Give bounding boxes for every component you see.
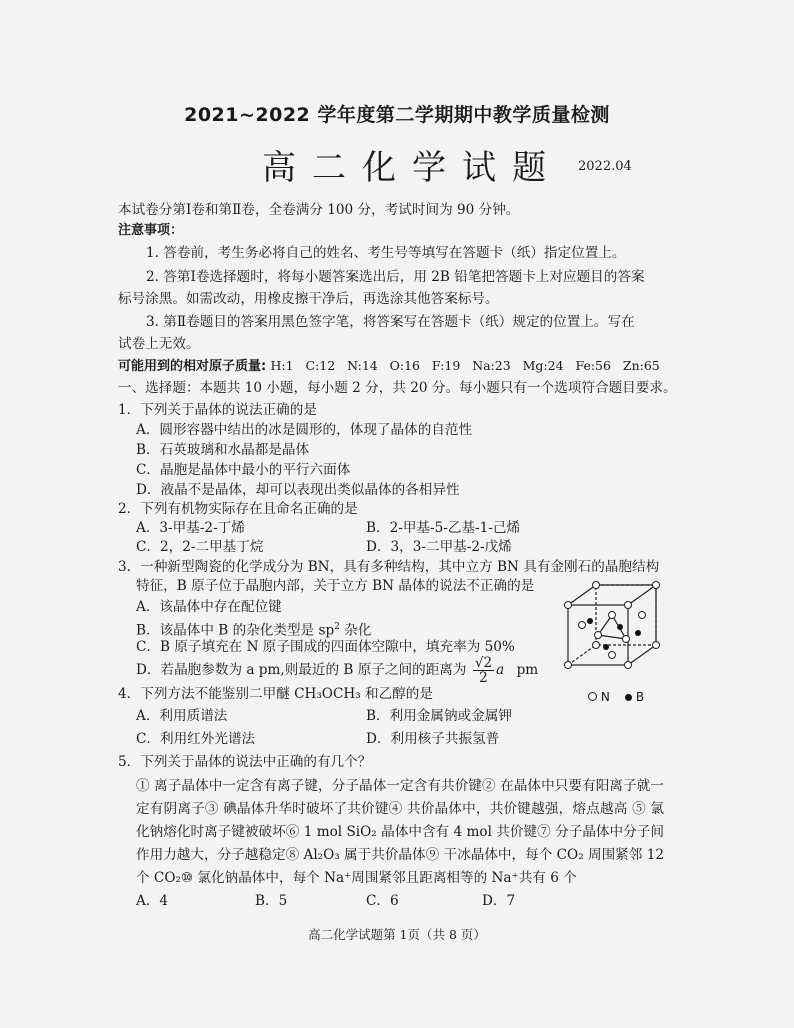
q4-option-b: B．利用金属钠或金属钾	[366, 708, 512, 724]
note-3b: 试卷上无效。	[118, 336, 200, 352]
q2-option-a: A．3-甲基-2-丁烯	[136, 520, 245, 536]
q4-option-c: C．利用红外光谱法	[136, 731, 256, 747]
q1-option-b: B．石英玻璃和水晶都是晶体	[136, 442, 310, 458]
q1-stem: 1．下列关于晶体的说法正确的是	[118, 402, 317, 418]
note-2a: 2. 答第Ⅰ卷选择题时，将每小题答案选出后，用 2B 铅笔把答题卡上对应题目的答案	[146, 269, 645, 285]
q3-option-b-suffix: 杂化	[339, 622, 372, 639]
intro-text: 本试卷分第Ⅰ卷和第Ⅱ卷，全卷满分 100 分，考试时间为 90 分钟。	[118, 202, 520, 218]
note-2b: 标号涂黑。如需改动，用橡皮擦干净后，再选涂其他答案标号。	[118, 291, 499, 307]
fraction-numerator: √2	[474, 655, 493, 671]
fraction-denominator: 2	[479, 670, 488, 686]
q5-option-a: A．4	[136, 893, 169, 909]
q2-option-c: C．2，2-二甲基丁烷	[136, 539, 264, 555]
q1-option-d: D．液晶不是晶体，却可以表现出类似晶体的各相异性	[136, 482, 460, 498]
q2-stem: 2．下列有机物实际存在且命名正确的是	[118, 501, 358, 517]
q4-option-d: D．利用核子共振氢普	[366, 731, 500, 747]
q4-option-a: A．利用质谱法	[136, 708, 228, 724]
q3-option-d	[136, 655, 538, 685]
q1-option-a: A．圆形容器中结出的冰是圆形的，体现了晶体的自范性	[136, 422, 473, 438]
q3-option-d-text: D．若晶胞参数为 a pm,则最近的 B 原子之间的距离为	[136, 662, 467, 678]
q2-option-d: D．3，3-二甲基-2-戊烯	[366, 539, 512, 555]
q5-body: ① 离子晶体中一定含有离子键，分子晶体一定含有共价键② 在晶体中只要有阳离子就一定有阴离子③ 碘晶体升华时破坏了共价键④ 共价晶体中，共价键越强，熔点越高 ⑤ 氯化钠熔化时离子键被破坏⑥ 1 mol SiO₂ 晶体中含有 4 mol 共价键⑦ 分子晶体中分子间作用力越大，分子越稳定⑧ Al₂O₃ 属于共价晶体⑨ 干冰晶体中，每个 CO₂ 周围紧邻 12 个 CO₂⑩ 氯化钠晶体中，每个 Na⁺周围紧邻且距离相等的 Na⁺共有 6 个	[136, 778, 664, 886]
q5-option-d: D．7	[482, 893, 516, 909]
note-1: 1. 答卷前，考生务必将自己的姓名、考生号等填写在答题卡（纸）指定位置上。	[146, 245, 626, 261]
exam-date: 2022.04	[578, 159, 632, 174]
q3-option-a: A．该晶体中存在配位键	[136, 599, 282, 615]
q3-distance-fraction	[473, 656, 494, 685]
bn-unit-cell-figure	[560, 575, 670, 685]
q5-option-c: C．6	[366, 893, 399, 909]
q5-stem: 5．下列关于晶体的说法中正确的有几个？	[118, 754, 372, 770]
atomic-mass-line	[118, 356, 698, 377]
legend-n-label: N	[600, 690, 610, 704]
atomic-mass-values: H:1 C:12 N:14 O:16 F:19 Na:23 Mg:24 Fe:56 Zn:65	[270, 358, 660, 373]
notes-heading: 注意事项：	[118, 223, 184, 238]
q1-option-c: C．晶胞是晶体中最小的平行六面体	[136, 462, 351, 478]
q3-option-b-text: B．该晶体中 B 的杂化类型是 sp	[136, 622, 335, 639]
q3-option-b-sup: 2	[334, 622, 340, 632]
q3-option-c: C．B 原子填充在 N 原子围成的四面体空隙中，填充率为 50%	[136, 639, 515, 655]
q4-stem: 4．下列方法不能鉴别二甲醚 CH₃OCH₃ 和乙醇的是	[118, 686, 433, 702]
q3-stem-1: 3．一种新型陶瓷的化学成分为 BN，具有多种结构，其中立方 BN 具有金刚石的晶胞结构	[118, 559, 660, 575]
q3-stem-2: 特征，B 原子位于晶胞内部，关于立方 BN 晶体的说法不正确的是	[136, 578, 535, 594]
q3-variable-a: a	[496, 662, 505, 678]
section-1-heading: 一、选择题：本题共 10 小题，每小题 2 分，共 20 分。每小题只有一个选项符合题目要求。	[118, 380, 677, 396]
page-footer: 高二化学试题第 1页（共 8 页）	[308, 927, 486, 942]
q2-option-b: B．2-甲基-5-乙基-1-己烯	[366, 520, 521, 536]
q5-option-b: B．5	[255, 893, 288, 909]
q3-unit: pm	[516, 662, 539, 678]
atomic-mass-label: 可能用到的相对原子质量:	[118, 359, 267, 374]
exam-title: 2021~2022 学年度第二学期期中教学质量检测	[184, 104, 610, 126]
note-3a: 3. 第Ⅱ卷题目的答案用黑色签字笔，将答案写在答题卡（纸）规定的位置上。写在	[146, 314, 635, 330]
exam-subtitle: 高二化学试题	[262, 148, 562, 188]
legend-b-label: B	[635, 690, 645, 704]
